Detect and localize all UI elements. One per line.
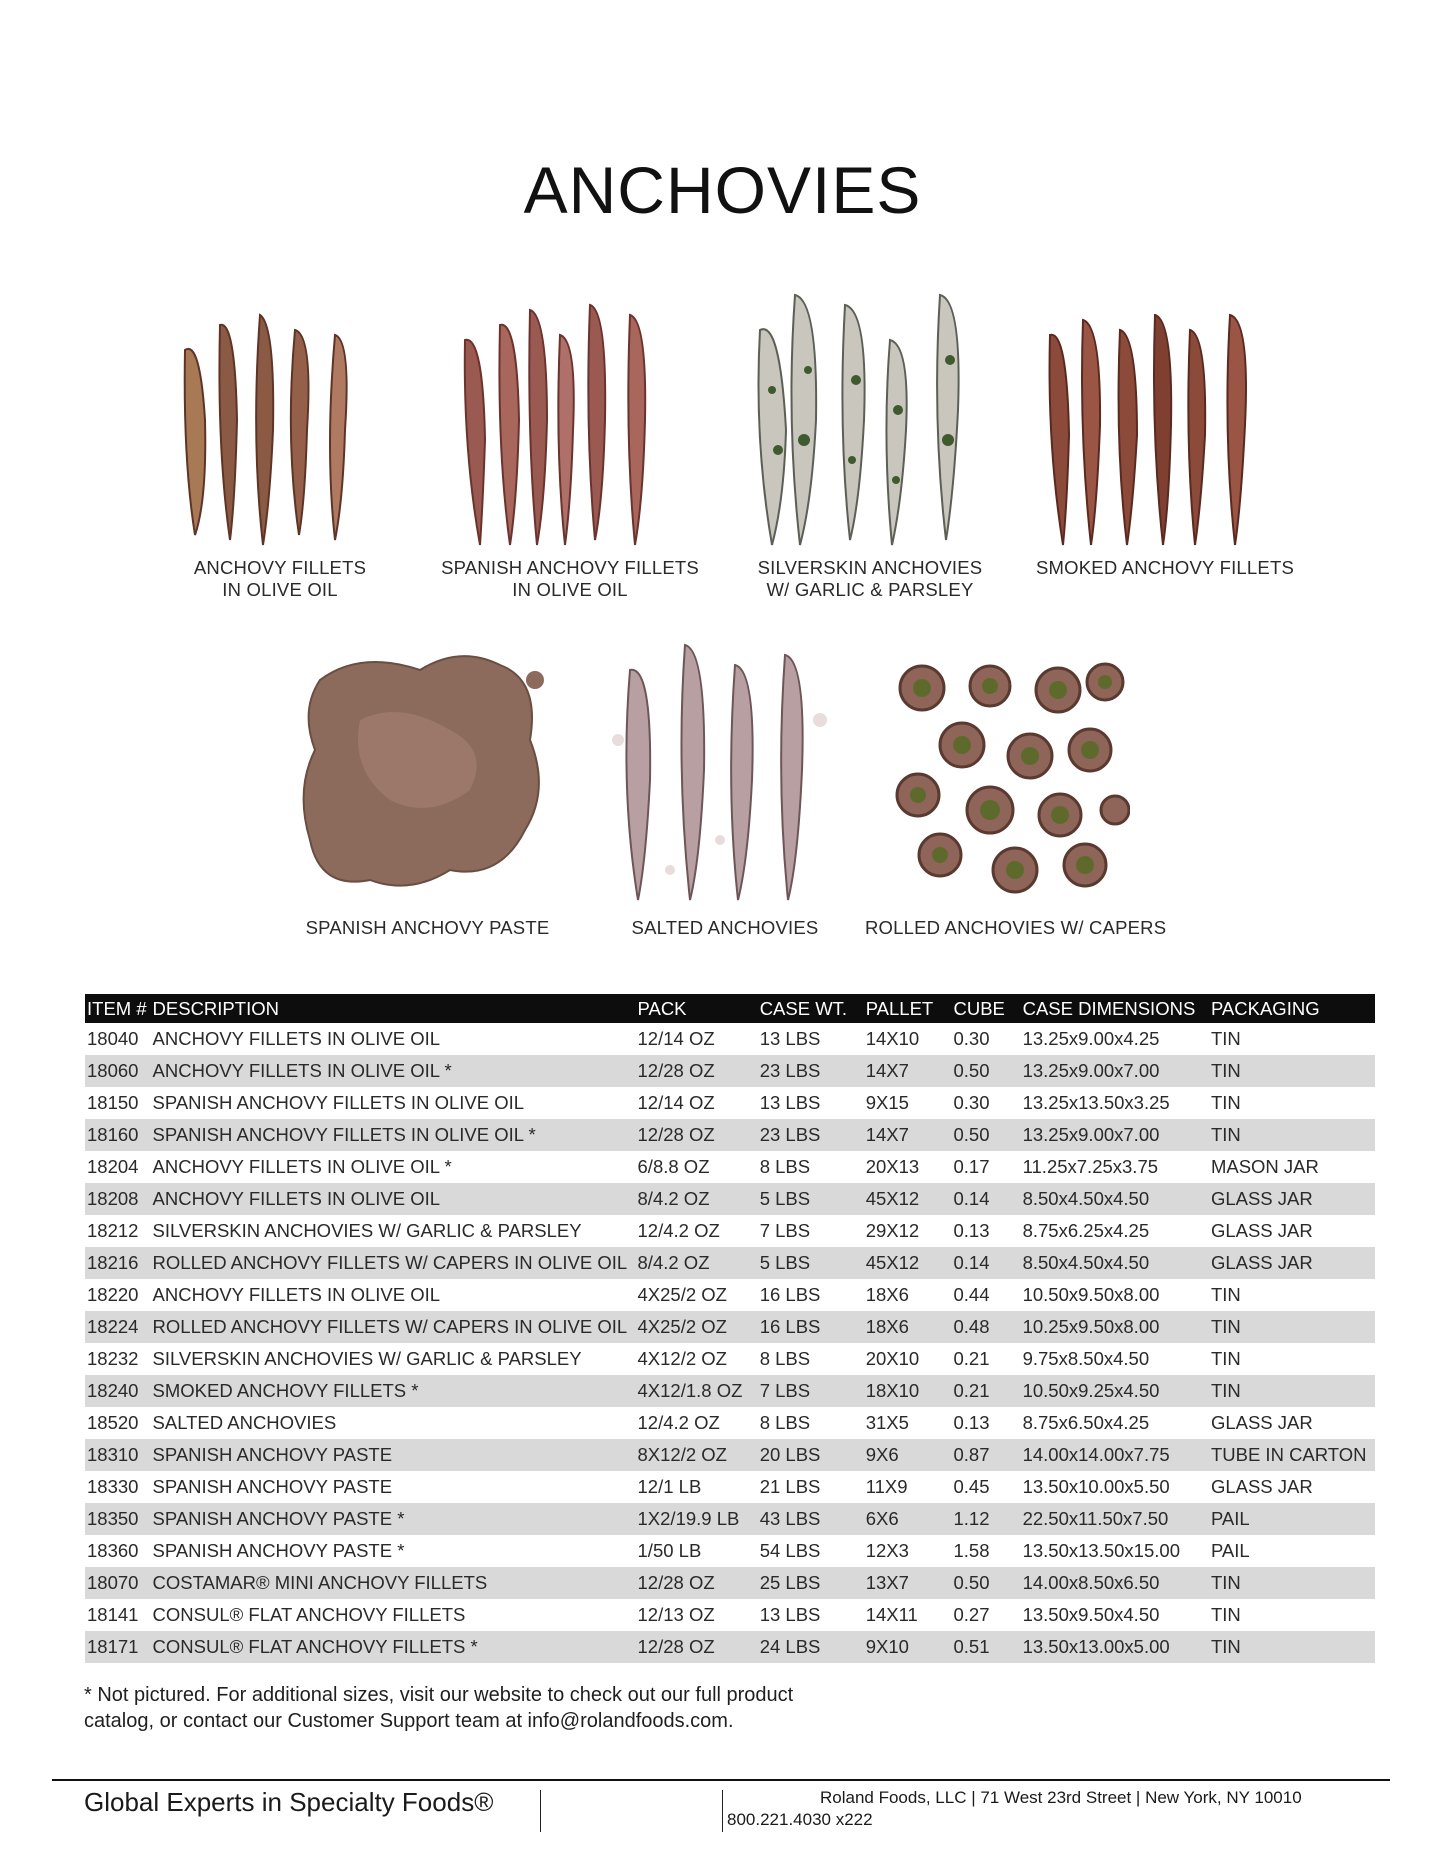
cell-packaging: TIN [1209,1311,1375,1343]
cell-pack: 4X12/1.8 OZ [636,1375,758,1407]
product-smoked-anchovy-fillets [1045,305,1285,550]
cell-cube: 0.13 [953,1412,990,1433]
footnote-line-1: * Not pictured. For additional sizes, visit our website to check out our full product [84,1684,794,1706]
footer-phone: 800.221.4030 x222 [727,1810,873,1829]
cell-pack: 12/4.2 OZ [637,1412,720,1433]
cell-description: SPANISH ANCHOVY PASTE * [151,1503,636,1535]
cell-description: SMOKED ANCHOVY FILLETS * [151,1375,636,1407]
cell-case-weight: 8 LBS [759,1412,811,1433]
footnote [84,1682,884,1734]
table-row [85,1407,1375,1439]
rolled-anchovies-photo [890,660,1130,900]
cell-packaging: TIN [1210,1028,1241,1049]
cell-description: ROLLED ANCHOVY FILLETS W/ CAPERS IN OLIVE OIL [151,1247,636,1279]
header-description: DESCRIPTION [151,994,636,1023]
cell-pallet: 13X7 [864,1567,952,1599]
cell-pack: 1/50 LB [637,1540,702,1561]
table-row [85,1631,1375,1663]
header-packaging: PACKAGING [1209,994,1375,1023]
cell-case-weight: 24 LBS [758,1631,864,1663]
cell-packaging: MASON JAR [1210,1156,1319,1177]
cell-description: ROLLED ANCHOVY FILLETS W/ CAPERS IN OLIVE OIL [151,1311,636,1343]
caption-anchovy-fillets: ANCHOVY FILLETS IN OLIVE OIL [193,557,367,600]
cell-item: 18330 [87,1476,139,1497]
cell-packaging: TIN [1210,1604,1241,1625]
product-spec-table [85,994,1375,1663]
cell-cube: 0.21 [951,1375,1020,1407]
cell-pack: 12/28 OZ [636,1119,758,1151]
cell-cube: 1.58 [953,1540,990,1561]
table-row [85,1151,1375,1183]
table-row [85,1087,1375,1119]
cell-case-dimensions: 10.25x9.50x8.00 [1021,1311,1209,1343]
cell-case-weight: 21 LBS [759,1476,821,1497]
product-spanish-anchovy-paste [300,640,550,900]
anchovy-paste-photo [300,640,550,900]
cell-item: 18060 [85,1055,151,1087]
cell-item: 18040 [87,1028,139,1049]
cell-case-weight: 23 LBS [758,1055,864,1087]
cell-pack: 12/28 OZ [636,1567,758,1599]
cell-case-dimensions: 8.75x6.50x4.25 [1022,1412,1150,1433]
header-case-weight: CASE WT. [758,994,864,1023]
table-row [85,1279,1375,1311]
cell-packaging: PAIL [1210,1540,1250,1561]
cell-pack: 12/13 OZ [637,1604,715,1625]
cell-pallet: 14X7 [864,1055,952,1087]
cell-description: SPANISH ANCHOVY FILLETS IN OLIVE OIL [152,1092,525,1113]
product-rolled-anchovies [890,660,1130,900]
cell-case-dimensions: 8.75x6.25x4.25 [1022,1220,1150,1241]
cell-description: SILVERSKIN ANCHOVIES W/ GARLIC & PARSLEY [152,1348,582,1369]
cell-case-dimensions: 13.50x10.00x5.50 [1022,1476,1170,1497]
header-cube: CUBE [951,994,1020,1023]
cell-case-dimensions: 10.50x9.25x4.50 [1021,1375,1209,1407]
caption-salted-anchovies: SALTED ANCHOVIES [631,917,819,938]
cell-item: 18070 [85,1567,151,1599]
cell-pallet: 9X6 [864,1439,952,1471]
cell-pallet: 18X6 [864,1311,952,1343]
header-pack: PACK [636,994,758,1023]
cell-description: SPANISH ANCHOVY FILLETS IN OLIVE OIL * [151,1119,636,1151]
cell-case-dimensions: 13.50x13.00x5.00 [1021,1631,1209,1663]
cell-case-dimensions: 13.25x9.00x7.00 [1021,1055,1209,1087]
cell-packaging: TIN [1210,1092,1241,1113]
cell-cube: 0.50 [951,1567,1020,1599]
cell-case-weight: 20 LBS [758,1439,864,1471]
cell-cube: 0.48 [951,1311,1020,1343]
cell-case-weight: 25 LBS [758,1567,864,1599]
table-row [85,1375,1375,1407]
cell-case-dimensions: 14.00x14.00x7.75 [1021,1439,1209,1471]
cell-item: 18360 [87,1540,139,1561]
product-salted-anchovies [610,640,840,905]
cell-case-weight: 5 LBS [758,1247,864,1279]
cell-case-dimensions: 9.75x8.50x4.50 [1022,1348,1150,1369]
cell-item: 18310 [85,1439,151,1471]
cell-pack: 4X12/2 OZ [637,1348,727,1369]
cell-cube: 0.51 [951,1631,1020,1663]
cell-description: CONSUL® FLAT ANCHOVY FILLETS [152,1604,466,1625]
header-item: ITEM # [85,994,151,1023]
cell-case-weight: 16 LBS [759,1284,821,1305]
cell-item: 18240 [85,1375,151,1407]
cell-case-weight: 16 LBS [758,1311,864,1343]
footer-address: Roland Foods, LLC | 71 West 23rd Street | New York, NY 10010 [820,1788,1302,1807]
table-row [85,1119,1375,1151]
cell-packaging: GLASS JAR [1209,1247,1375,1279]
cell-pallet: 6X6 [864,1503,952,1535]
table-row [85,1183,1375,1215]
cell-cube: 0.50 [951,1055,1020,1087]
cell-pallet: 14X7 [864,1119,952,1151]
cell-pack: 8/4.2 OZ [636,1247,758,1279]
cell-cube: 0.21 [953,1348,990,1369]
cell-item: 18216 [85,1247,151,1279]
cell-packaging: PAIL [1209,1503,1375,1535]
cell-pallet: 14X11 [865,1604,918,1625]
cell-case-dimensions: 13.50x13.50x15.00 [1022,1540,1180,1561]
table-row [85,1503,1375,1535]
cell-cube: 0.45 [953,1476,990,1497]
cell-packaging: GLASS JAR [1210,1412,1313,1433]
cell-item: 18220 [87,1284,139,1305]
cell-pack: 12/28 OZ [636,1631,758,1663]
table-row [85,1439,1375,1471]
cell-packaging: TIN [1209,1567,1375,1599]
header-pallet: PALLET [864,994,952,1023]
cell-item: 18208 [85,1183,151,1215]
cell-pallet: 45X12 [864,1247,952,1279]
table-row [85,1215,1375,1247]
cell-item: 18171 [85,1631,151,1663]
cell-case-weight: 54 LBS [759,1540,821,1561]
cell-pack: 12/14 OZ [637,1028,715,1049]
cell-case-weight: 23 LBS [758,1119,864,1151]
cell-cube: 0.30 [953,1092,990,1113]
cell-cube: 0.30 [953,1028,990,1049]
cell-case-dimensions: 10.50x9.50x8.00 [1022,1284,1160,1305]
footer-separator [540,1790,541,1832]
table-row [85,1535,1375,1567]
cell-pack: 8X12/2 OZ [636,1439,758,1471]
table-row [85,1599,1375,1631]
cell-pallet: 29X12 [865,1220,920,1241]
cell-case-dimensions: 22.50x11.50x7.50 [1021,1503,1209,1535]
caption-smoked-anchovy-fillets: SMOKED ANCHOVY FILLETS [1036,557,1294,578]
cell-cube: 0.17 [953,1156,990,1177]
cell-pallet: 20X13 [865,1156,920,1177]
table-row [85,1023,1375,1055]
cell-description: SPANISH ANCHOVY PASTE * [152,1540,405,1561]
cell-pallet: 14X10 [865,1028,920,1049]
cell-item: 18520 [87,1412,139,1433]
cell-pallet: 11X9 [865,1476,908,1497]
cell-item: 18204 [87,1156,139,1177]
silverskin-anchovies-photo [750,290,990,550]
cell-pallet: 31X5 [865,1412,909,1433]
cell-description: CONSUL® FLAT ANCHOVY FILLETS * [151,1631,636,1663]
cell-packaging: TIN [1209,1375,1375,1407]
cell-item: 18160 [85,1119,151,1151]
cell-item: 18350 [85,1503,151,1535]
cell-case-weight: 13 LBS [759,1028,821,1049]
cell-pack: 4X25/2 OZ [636,1311,758,1343]
cell-case-dimensions: 8.50x4.50x4.50 [1021,1183,1209,1215]
cell-description: SALTED ANCHOVIES [152,1412,337,1433]
cell-item: 18224 [85,1311,151,1343]
cell-item: 18141 [87,1604,139,1625]
cell-case-dimensions: 8.50x4.50x4.50 [1021,1247,1209,1279]
cell-packaging: TIN [1209,1119,1375,1151]
cell-case-dimensions: 14.00x8.50x6.50 [1021,1567,1209,1599]
cell-description: SILVERSKIN ANCHOVIES W/ GARLIC & PARSLEY [152,1220,582,1241]
cell-packaging: TUBE IN CARTON [1209,1439,1375,1471]
cell-case-weight: 8 LBS [759,1156,811,1177]
cell-pack: 12/1 LB [637,1476,702,1497]
cell-cube: 0.14 [951,1183,1020,1215]
cell-case-dimensions: 13.25x9.00x4.25 [1022,1028,1160,1049]
cell-description: ANCHOVY FILLETS IN OLIVE OIL [151,1183,636,1215]
cell-pallet: 9X10 [864,1631,952,1663]
cell-description: COSTAMAR® MINI ANCHOVY FILLETS [151,1567,636,1599]
spanish-anchovy-fillets-photo [455,300,685,550]
cell-pack: 6/8.8 OZ [637,1156,710,1177]
smoked-anchovy-fillets-photo [1045,305,1285,550]
table-row [85,1311,1375,1343]
cell-pack: 1X2/19.9 LB [636,1503,758,1535]
cell-case-weight: 13 LBS [759,1604,821,1625]
table-row [85,1343,1375,1375]
cell-pack: 8/4.2 OZ [636,1183,758,1215]
cell-cube: 0.50 [951,1119,1020,1151]
cell-pack: 12/14 OZ [637,1092,715,1113]
cell-packaging: TIN [1209,1055,1375,1087]
table-row [85,1567,1375,1599]
cell-case-dimensions: 11.25x7.25x3.75 [1022,1156,1159,1177]
salted-anchovies-photo [610,640,840,905]
anchovy-fillets-photo [165,300,395,550]
caption-rolled-anchovies: ROLLED ANCHOVIES W/ CAPERS [865,917,1167,938]
footnote-line-2: catalog, or contact our Customer Support team at info@rolandfoods.com. [84,1710,734,1732]
cell-item: 18212 [87,1220,139,1241]
cell-case-weight: 7 LBS [758,1375,864,1407]
cell-packaging: GLASS JAR [1210,1476,1313,1497]
product-anchovy-fillets [165,300,395,550]
footer-tagline: Global Experts in Specialty Foods® [84,1787,494,1817]
cell-packaging: TIN [1209,1631,1375,1663]
cell-case-weight: 7 LBS [759,1220,811,1241]
footer-separator [722,1790,723,1832]
cell-case-weight: 8 LBS [759,1348,811,1369]
cell-case-weight: 43 LBS [758,1503,864,1535]
cell-cube: 1.12 [951,1503,1020,1535]
cell-packaging: GLASS JAR [1209,1183,1375,1215]
page-title: ANCHOVIES [523,153,922,227]
cell-description: ANCHOVY FILLETS IN OLIVE OIL [152,1284,441,1305]
cell-item: 18232 [87,1348,139,1369]
cell-item: 18150 [87,1092,139,1113]
cell-packaging: TIN [1210,1348,1241,1369]
cell-pack: 4X25/2 OZ [637,1284,727,1305]
cell-case-dimensions: 13.25x9.00x7.00 [1021,1119,1209,1151]
caption-spanish-anchovy-paste: SPANISH ANCHOVY PASTE [305,917,550,938]
table-row [85,1247,1375,1279]
table-row [85,1055,1375,1087]
cell-cube: 0.87 [951,1439,1020,1471]
footer-divider [52,1779,1390,1781]
cell-cube: 0.44 [953,1284,990,1305]
cell-description: SPANISH ANCHOVY PASTE [152,1476,393,1497]
cell-packaging: TIN [1210,1284,1241,1305]
cell-case-weight: 5 LBS [758,1183,864,1215]
cell-pallet: 20X10 [865,1348,920,1369]
cell-case-weight: 13 LBS [759,1092,821,1113]
cell-pallet: 12X3 [865,1540,909,1561]
cell-cube: 0.27 [953,1604,990,1625]
cell-packaging: GLASS JAR [1210,1220,1313,1241]
cell-pallet: 45X12 [864,1183,952,1215]
product-silverskin-anchovies [750,290,990,550]
caption-spanish-anchovy-fillets: SPANISH ANCHOVY FILLETS IN OLIVE OIL [441,557,699,600]
cell-case-dimensions: 13.50x9.50x4.50 [1022,1604,1160,1625]
cell-cube: 0.14 [951,1247,1020,1279]
header-case-dimensions: CASE DIMENSIONS [1021,994,1209,1023]
cell-pallet: 18X10 [864,1375,952,1407]
cell-description: ANCHOVY FILLETS IN OLIVE OIL [152,1028,441,1049]
caption-silverskin-anchovies: SILVERSKIN ANCHOVIES W/ GARLIC & PARSLEY [757,557,983,600]
cell-case-dimensions: 13.25x13.50x3.25 [1022,1092,1170,1113]
cell-description: ANCHOVY FILLETS IN OLIVE OIL * [152,1156,452,1177]
cell-pack: 12/28 OZ [636,1055,758,1087]
cell-cube: 0.13 [953,1220,990,1241]
table-row [85,1471,1375,1503]
cell-pack: 12/4.2 OZ [637,1220,720,1241]
cell-description: ANCHOVY FILLETS IN OLIVE OIL * [151,1055,636,1087]
cell-pallet: 9X15 [865,1092,909,1113]
table-header-row [85,994,1375,1023]
cell-description: SPANISH ANCHOVY PASTE [151,1439,636,1471]
cell-pallet: 18X6 [865,1284,909,1305]
product-spanish-anchovy-fillets [455,300,685,550]
